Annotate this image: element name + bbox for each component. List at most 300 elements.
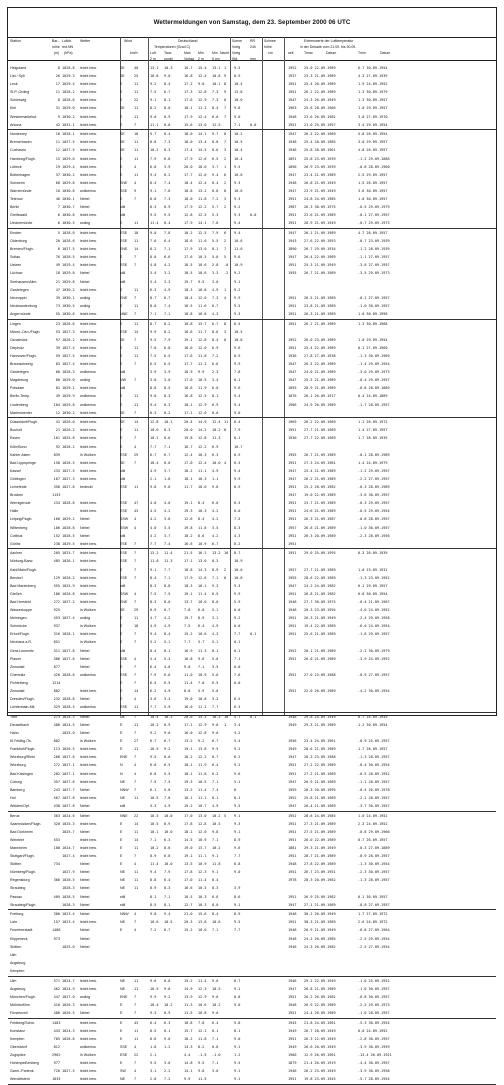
cell-hoehe: 49 (55, 394, 60, 399)
cell-luftdruck: 1030.5 (62, 221, 75, 226)
header-2m-b: 2 m (198, 57, 204, 61)
cell-max: 19.7 (184, 279, 193, 284)
cell-hoehe: 53 (55, 329, 60, 334)
cell-sonne: 9.0 (234, 870, 241, 875)
cell-min: 10.6 (198, 1002, 207, 1007)
cell-windrichtung: SE (120, 148, 125, 153)
cell-taupunkt: 3.9 (164, 164, 171, 169)
cell-wetter: leicht bew. (80, 148, 97, 153)
cell-seit: 1890 (288, 164, 297, 169)
cell-windgeschwindigkeit: 7 (134, 541, 137, 546)
cell-hoehe: 8 (57, 66, 60, 70)
cell-min-5cm: 9.7 (212, 132, 219, 137)
cell-min: 11.8 (198, 525, 207, 530)
cell-wetter: wolkenlos (80, 402, 96, 407)
cell-windgeschwindigkeit: 18 (134, 132, 139, 137)
table-row (8, 786, 496, 794)
cell-tmin-datum: -3.9 30.09.1959 (358, 1044, 390, 1049)
cell-wetter: Nebel (80, 902, 90, 907)
cell-windrichtung: E (120, 854, 123, 859)
cell-hoehe: 55 (55, 311, 60, 316)
cell-tmin-datum: -1.3 28.09.1957 (358, 755, 390, 760)
cell-windgeschwindigkeit: 4 (134, 180, 137, 185)
cell-tmin-datum: -1.3 23.09.1952 (358, 575, 390, 580)
cell-seit: 1951 (288, 1077, 297, 1082)
cell-station: Leinefelde (10, 485, 27, 490)
cell-seit: 1946 (288, 978, 297, 983)
cell-seit: 1947 (288, 231, 297, 235)
cell-min-5cm: 9.0 (212, 731, 219, 736)
table-row (8, 187, 496, 195)
cell-hoehe: 158 (53, 460, 60, 465)
cell-hoehe: 8 (57, 98, 60, 103)
cell-seit: 1955 (288, 575, 297, 580)
cell-wetter: leicht bew. (80, 90, 97, 95)
cell-luft: 4.2 (150, 517, 157, 522)
cell-nacht: 6 (224, 172, 227, 177)
cell-windgeschwindigkeit: 7 (134, 994, 137, 999)
cell-tmin-datum: 2.6 24.09.1972 (358, 920, 388, 925)
cell-luftdruck: 1025.9 (62, 583, 75, 588)
table-row (8, 401, 496, 409)
cell-seit: 1937 (288, 74, 297, 79)
cell-luft: 6.5 (150, 680, 157, 685)
cell-wetter: Nebel (80, 279, 90, 284)
cell-windrichtung: E (120, 287, 123, 292)
cell-min: 11.9 (198, 386, 207, 391)
cell-min: 11.8 (198, 353, 207, 358)
cell-luftdruck: 1026.3 (62, 1002, 75, 1007)
cell-luft: 7.1 (150, 311, 157, 316)
cell-max: 17.8 (184, 821, 193, 826)
cell-luft: 9.5 (150, 337, 157, 342)
cell-min-5cm: 6.7 (212, 303, 219, 308)
cell-station: Brocken (10, 493, 24, 498)
cell-min-5cm: 6.2 (212, 771, 219, 776)
cell-sonne: 11.0 (234, 247, 243, 252)
cell-luft: 7.0 (150, 345, 157, 350)
cell-wetter: leicht bew. (80, 779, 97, 784)
cell-taupunkt: 9.0 (164, 731, 171, 736)
cell-min: 14.1 (198, 132, 207, 137)
cell-taupunkt: 8.9 (164, 114, 171, 119)
cell-max: 18.1 (184, 106, 193, 111)
cell-windrichtung: ENE (120, 295, 128, 300)
cell-seit: 1951 (288, 533, 297, 538)
table-row (8, 910, 496, 918)
table-row (8, 893, 496, 901)
cell-min: 11.1 (198, 854, 207, 859)
cell-taupunkt: 5.3 (164, 656, 171, 661)
cell-windgeschwindigkeit: 7 (134, 460, 137, 465)
table-row (8, 80, 496, 88)
cell-hoehe: 734 (53, 862, 60, 867)
cell-hoehe: 363 (53, 813, 60, 818)
cell-rr: 0.1 (250, 632, 257, 637)
cell-sonne: 9.3 (234, 311, 241, 316)
cell-min: 10.6 (198, 271, 207, 276)
cell-taupunkt: 10.5 (164, 920, 173, 925)
cell-station: Teterow (10, 197, 23, 202)
cell-tmin-datum: 4.7 28.09.1957 (358, 231, 388, 235)
table-row (8, 72, 496, 80)
cell-nacht: -2 (224, 271, 229, 276)
cell-hoehe: 100 (53, 845, 60, 850)
cell-max: 16.7 (184, 444, 193, 449)
cell-wetter: wolkenlos (80, 1044, 96, 1049)
cell-station: Hohenpeißenberg (10, 1061, 39, 1066)
cell-windrichtung: NE (120, 886, 125, 891)
cell-wetter: leicht bew. (80, 172, 97, 177)
cell-tmax-datum: 26.9 21.09.1949 (304, 928, 336, 933)
cell-min-5cm: 8.4 (212, 106, 219, 111)
cell-station: Kempten (10, 968, 25, 973)
table-row (8, 88, 496, 96)
cell-windrichtung: E (120, 1020, 123, 1025)
cell-sonne: 13.8 (234, 90, 243, 95)
cell-taupunkt: 7.8 (164, 231, 171, 235)
cell-windgeschwindigkeit: 11 (134, 747, 139, 752)
cell-tmin-datum: 2.5 29.09.1957 (358, 172, 388, 177)
cell-wetter: Nebel (80, 197, 90, 202)
cell-wetter: leicht bew. (80, 795, 97, 800)
cell-sonne: 8.8 (234, 994, 241, 999)
cell-luftdruck: 1030.7 (62, 205, 75, 210)
cell-min-5cm: 6.7 (212, 541, 219, 546)
cell-station: Helgoland (10, 66, 27, 70)
cell-tmin-datum: -2.1 28.09.1957 (358, 795, 390, 800)
cell-tmin-datum: -0.3 29.09.1957 (358, 501, 390, 506)
table-row (8, 836, 496, 844)
table-row (8, 499, 496, 507)
cell-sonne: 9.5 (234, 920, 241, 925)
cell-hoehe: 329 (53, 705, 60, 710)
cell-tmax-datum: 26.2 21.09.1989 (304, 476, 336, 481)
cell-luftdruck: 1028.3 (62, 886, 75, 891)
cell-wetter: wolkig (80, 303, 90, 308)
cell-hoehe: 555 (53, 583, 60, 588)
cell-luft: 6.7 (150, 739, 157, 744)
table-row (8, 574, 496, 582)
cell-min-5cm: 7.2 (212, 353, 219, 358)
cell-tmax-datum: 25.2 28.09.1982 (304, 485, 336, 490)
cell-nacht: 2 (224, 205, 227, 210)
cell-min: 10.8 (198, 697, 207, 702)
cell-max: 18.5 (184, 271, 193, 276)
cell-wetter: leicht bew. (80, 132, 97, 137)
cell-sonne: 0.0 (234, 608, 241, 613)
cell-luftdruck: 1028.5 (62, 878, 75, 883)
cell-min: 10.8 (198, 311, 207, 316)
cell-min: 12.9 (198, 402, 207, 407)
cell-windgeschwindigkeit: 14 (134, 329, 139, 334)
cell-taupunkt: 9.5 (164, 213, 171, 218)
cell-seit: 1951 (288, 920, 297, 925)
cell-seit: 1959 (288, 787, 297, 792)
cell-wetter: Nebel (80, 886, 90, 891)
cell-seit: 1951 (288, 854, 297, 859)
cell-seit: 1951 (288, 551, 297, 556)
cell-windgeschwindigkeit: 7 (134, 1002, 137, 1007)
cell-tmax-datum: 27.7 21.09.1989 (304, 567, 336, 572)
cell-min-5cm: 8.4 (212, 337, 219, 342)
cell-min-5cm: 5.6 (212, 672, 219, 677)
cell-wetter: leicht bew. (80, 763, 97, 768)
cell-sonne: 9.3 (234, 213, 241, 218)
cell-max: 12.7 (184, 902, 193, 907)
cell-tmax-datum: 26.3 22.09.1949 (304, 1036, 336, 1041)
table-row (8, 802, 496, 810)
cell-tmax-datum: 25.8 28.09.1961 (304, 148, 336, 153)
cell-min: 12.5 (198, 231, 207, 235)
cell-min-5cm: 5.7 (212, 205, 219, 210)
header-barhoehe: Bar.- (52, 39, 60, 43)
cell-tmin-datum: -2.8 30.09.1957 (358, 1036, 390, 1041)
cell-nacht: 0 (224, 98, 227, 103)
cell-seit: 1955 (288, 452, 297, 457)
cell-nacht: 3 (224, 197, 227, 202)
cell-wetter: wolkig (80, 221, 90, 226)
cell-hoehe: 26 (55, 74, 60, 79)
cell-tmin-datum: -1.0 30.09.1957 (358, 986, 390, 991)
cell-windrichtung: E (120, 837, 123, 842)
cell-hoehe: 2962 (52, 1052, 61, 1057)
cell-station: Cottbus (10, 533, 23, 538)
cell-windrichtung: E (120, 747, 123, 752)
cell-min: 12.4 (198, 180, 207, 185)
cell-luft: 10.5 (150, 986, 159, 991)
cell-nacht: 9 (224, 90, 227, 95)
cell-windgeschwindigkeit: 22 (134, 98, 139, 103)
table-row (8, 737, 496, 745)
cell-hoehe: 356 (53, 485, 60, 490)
cell-seit: 1951 (288, 90, 297, 95)
table-row (8, 703, 496, 711)
cell-max: 10.8 (184, 1020, 193, 1025)
cell-station: Wittenberg (10, 525, 28, 530)
cell-hoehe: 104 (53, 402, 60, 407)
cell-luft: 6.4 (150, 664, 157, 669)
cell-max: 17.6 (184, 255, 193, 260)
table-row (8, 459, 496, 467)
cell-max: 16.9 (184, 648, 193, 653)
header-datum-2: Datum (380, 51, 391, 55)
cell-max: 17.1 (184, 722, 193, 727)
cell-windrichtung: E (120, 197, 123, 202)
cell-min: 10.3 (198, 902, 207, 907)
cell-max: 18.0 (184, 140, 193, 145)
cell-tmin-datum: -2.3 30.09.1957 (358, 870, 390, 875)
cell-sonne: 8.4 (234, 420, 241, 425)
cell-min-5cm: 9.8 (212, 722, 219, 727)
cell-sonne: 8.1 (234, 795, 241, 800)
cell-min-5cm: 7.3 (212, 98, 219, 103)
cell-sonne: 9.9 (234, 295, 241, 300)
cell-hoehe: 11 (55, 140, 60, 145)
cell-taupunkt: 5.5 (164, 771, 171, 776)
cell-tmax-datum: 27.3 21.09.1989 (304, 821, 336, 826)
cell-taupunkt: 4.9 (164, 803, 171, 808)
cell-min: 12.0 (198, 345, 207, 350)
cell-seit: 1951 (288, 771, 297, 776)
cell-tmin-datum: -0.8 30.09.1957 (358, 994, 390, 999)
cell-luft: 10.6 (150, 920, 159, 925)
cell-wetter: leicht bew. (80, 476, 97, 481)
cell-wetter: wolkig (80, 616, 90, 621)
cell-station: Hof (10, 795, 16, 800)
cell-max: 19.8 (184, 525, 193, 530)
cell-luftdruck: 1028.1 (62, 132, 75, 137)
cell-nacht: 9 (224, 74, 227, 79)
table-row (8, 622, 496, 630)
cell-hoehe: 233 (53, 468, 60, 473)
cell-tmax-datum: 26.5 21.09.1989 (304, 295, 336, 300)
cell-seit: 1949 (288, 747, 297, 752)
table-row (8, 943, 496, 951)
cell-min-5cm: 10.0 (212, 460, 221, 465)
cell-min: 12.6 (198, 575, 207, 580)
cell-windrichtung: NE (120, 920, 125, 925)
cell-sonne: 7.7 (234, 854, 241, 859)
cell-windrichtung: E (120, 688, 123, 693)
cell-hoehe: 39 (55, 345, 60, 350)
cell-min-5cm: 9.1 (212, 870, 219, 875)
table-row (8, 451, 496, 459)
cell-luft: 7.9 (150, 156, 157, 161)
cell-nacht: 4 (224, 295, 227, 300)
cell-station: Hahn (10, 731, 19, 736)
header-tmax: Tmax (304, 51, 313, 55)
cell-hoehe: 17 (55, 82, 60, 87)
cell-windgeschwindigkeit: 11 (134, 705, 139, 710)
cell-wetter: leicht bew. (80, 321, 97, 326)
cell-hoehe: 1153 (52, 493, 61, 498)
cell-wetter: Nebel (80, 912, 90, 917)
cell-tmin-datum: 1.7 28.09.1939 (358, 436, 388, 441)
cell-max: 19.8 (184, 436, 193, 441)
cell-taupunkt: 1.8 (164, 476, 171, 481)
cell-windrichtung: E (120, 303, 123, 308)
table-row (8, 729, 496, 737)
cell-hoehe: 1486 (52, 928, 61, 933)
cell-seit: 1951 (288, 591, 297, 596)
cell-max: 17.9 (184, 247, 193, 252)
cell-station: Marienwerder (10, 410, 32, 415)
cell-tmax-datum: 28.7 21.09.1989 (304, 854, 336, 859)
cell-min-5cm: 5.1 (212, 640, 219, 645)
cell-sonne: 8.5 (234, 321, 241, 326)
cell-station: Diepholz (10, 345, 24, 350)
cell-min-5cm: 10.2 (212, 714, 221, 719)
cell-hoehe: 9 (57, 114, 60, 119)
cell-tmax-datum: 26.9 22.09.1989 (304, 1002, 336, 1007)
cell-min: 16.2 (198, 551, 207, 556)
cell-station: Mühldorf/Inn (10, 1002, 30, 1007)
cell-tmax-datum: 26.3 21.09.1987 (304, 517, 336, 522)
cell-nacht: 0 (224, 575, 227, 580)
cell-station: Stötten (10, 862, 22, 867)
cell-luft: 10.5 (150, 747, 159, 752)
cell-min: 9.5 (198, 279, 205, 284)
cell-station: Magdeburg (10, 378, 29, 383)
cell-seit: 1948 (288, 180, 297, 185)
cell-luftdruck: 1027.5 (62, 468, 75, 473)
cell-max: 18.0 (184, 132, 193, 137)
cell-luft: 9.5 (150, 213, 157, 218)
cell-max: 17.0 (184, 378, 193, 383)
cell-seit: 1951 (288, 829, 297, 834)
table-row (8, 245, 496, 253)
cell-windrichtung: E (120, 632, 123, 637)
cell-max: 17.8 (184, 870, 193, 875)
cell-min: 12.8 (198, 436, 207, 441)
cell-nacht: 10 (224, 551, 229, 556)
cell-min-5cm: 3.7 (212, 164, 219, 169)
header-luft: Luft (150, 51, 156, 55)
cell-min-5cm: 4.9 (212, 624, 219, 629)
cell-tmax-datum: 26.6 21.09.1989 (304, 656, 336, 661)
cell-hoehe: 113 (53, 747, 60, 752)
cell-max: 9.9 (184, 1077, 191, 1082)
cell-windgeschwindigkeit: 7 (134, 1061, 137, 1066)
cell-taupunkt: 6.7 (164, 90, 171, 95)
cell-seit: 1947 (288, 493, 297, 498)
cell-min-5cm: 7.1 (212, 837, 219, 842)
cell-station: Frankfurt/Flugh. (10, 747, 36, 752)
cell-windgeschwindigkeit: 7 (134, 197, 137, 202)
cell-tmin-datum: -2.5 27.09.1954 (358, 944, 390, 949)
cell-min: 14.5 (198, 148, 207, 153)
cell-station: Garm.-Partenk. (10, 1069, 35, 1074)
cell-station: Dresden/Flugh. (10, 697, 35, 702)
cell-windgeschwindigkeit: 7 (134, 680, 137, 685)
cell-seit: 1951 (288, 82, 297, 87)
cell-seit: 1947 (288, 468, 297, 473)
cell-windgeschwindigkeit: 11 (134, 303, 139, 308)
cell-taupunkt: 3.2 (164, 271, 171, 276)
cell-station: Uelzen (10, 263, 22, 268)
cell-station: List / Sylt (10, 74, 25, 79)
cell-taupunkt: 8.5 (164, 386, 171, 391)
cell-luft: 9.4 (150, 172, 157, 177)
cell-luftdruck: 1026.5 (62, 1010, 75, 1015)
cell-wetter: leicht bew. (80, 444, 97, 449)
cell-tmax-datum: 26.3 20.09.1989 (304, 533, 336, 538)
cell-windgeschwindigkeit: 4 (134, 444, 137, 449)
cell-luftdruck: 1028.5 (62, 705, 75, 710)
cell-luftdruck: 1025.0 (62, 731, 75, 736)
cell-station: Bad Kissingen (10, 771, 33, 776)
cell-min: 11.3 (198, 648, 207, 653)
cell-luftdruck: 1029.0 (62, 156, 75, 161)
table-row (8, 876, 496, 884)
cell-windrichtung: NNE (120, 813, 128, 818)
cell-tmin-datum: -0.5 29.09.1979 (358, 205, 390, 210)
cell-windrichtung: E (120, 444, 123, 449)
cell-hoehe: 851 (53, 640, 60, 645)
cell-luftdruck: 1027.3 (62, 329, 75, 334)
header-24h: 24h (250, 45, 256, 49)
cell-min: 10.3 (198, 476, 207, 481)
cell-luftdruck: 1027.4 (62, 616, 75, 621)
cell-hoehe: 882 (53, 688, 60, 693)
cell-luft: 7.5 (150, 353, 157, 358)
cell-tmax-datum: 23.6 26.09.1982 (304, 114, 336, 119)
cell-sonne: 7.1 (234, 122, 241, 127)
cell-min-5cm: 5.3 (212, 213, 219, 218)
table-row (8, 852, 496, 860)
cell-taupunkt: 3.7 (164, 468, 171, 473)
